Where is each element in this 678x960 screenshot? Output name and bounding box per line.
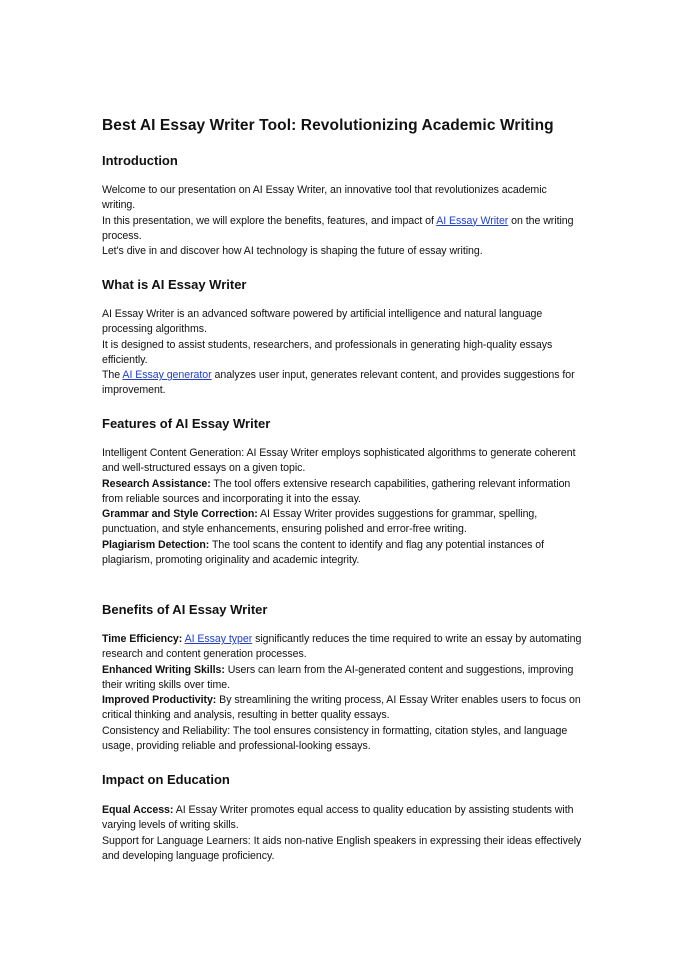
paragraph <box>102 663 582 694</box>
paragraph <box>102 477 582 508</box>
paragraph <box>102 368 582 399</box>
text: The tool offers extensive research capabilities, gathering relevant information from reliable sources and incorporating it into the essay. <box>102 477 571 505</box>
text: The <box>102 369 123 382</box>
text: AI Essay Writer promotes equal access to quality education by assisting students with varying levels of writing skills. <box>102 804 574 832</box>
text: By streamlining the writing process, AI Essay Writer enables users to focus on critical thinking and analysis, resulting in better quality essays. <box>102 694 581 722</box>
section-heading-impact: Impact on Education <box>102 772 230 787</box>
text: In this presentation, we will explore the benefits, features, and impact of <box>102 214 437 227</box>
paragraph <box>102 632 582 663</box>
text: analyzes user input, generates relevant content, and provides suggestions for improvement. <box>102 369 575 397</box>
text: AI Essay Writer provides suggestions for grammar, spelling, punctuation, and style enhancements, ensuring polished and error-free writing. <box>102 508 538 536</box>
paragraph: Welcome to our presentation on AI Essay Writer, an innovative tool that revolutionizes academic writing. <box>102 184 547 212</box>
label: Time Efficiency: <box>102 633 183 645</box>
label: Plagiarism Detection: <box>102 538 210 551</box>
ai-essay-generator-link[interactable]: AI Essay generator <box>122 369 212 382</box>
paragraph <box>102 538 582 569</box>
label: Grammar and Style Correction: <box>102 508 258 521</box>
text: Users can learn from the AI-generated content and suggestions, improving their writing skills over time. <box>102 663 574 691</box>
benefits-body <box>102 632 582 754</box>
paragraph: Let's dive in and discover how AI technology is shaping the future of essay writing. <box>102 245 483 258</box>
paragraph <box>102 693 582 724</box>
impact-body <box>102 803 582 864</box>
paragraph: AI Essay Writer is an advanced software powered by artificial intelligence and natural language processing algorithms. <box>102 308 543 336</box>
section-heading-benefits: Benefits of AI Essay Writer <box>102 602 268 617</box>
text: The tool scans the content to identify and flag any potential instances of plagiarism, promoting originality and academic integrity. <box>102 538 544 567</box>
ai-essay-writer-link[interactable]: AI Essay Writer <box>436 214 509 227</box>
label: Research Assistance: <box>102 477 211 490</box>
section-heading-what-is: What is AI Essay Writer <box>102 277 247 292</box>
features-body <box>102 446 582 568</box>
paragraph: Intelligent Content Generation: AI Essay Writer employs sophisticated algorithms to generate coherent and well-structured essays on a given topic. <box>102 447 576 475</box>
label: Improved Productivity: <box>102 694 217 707</box>
label: Equal Access: <box>102 804 174 816</box>
paragraph: Consistency and Reliability: The tool ensures consistency in formatting, citation styles, and language usage, providing reliable and professional-looking essays. <box>102 724 568 753</box>
text: on the writing process. <box>102 214 574 242</box>
section-heading-introduction: Introduction <box>102 153 178 168</box>
label: Enhanced Writing Skills: <box>102 663 225 676</box>
text: significantly reduces the time required to write an essay by automating research and content generation processes. <box>102 633 582 661</box>
paragraph <box>102 803 582 834</box>
paragraph <box>102 214 582 245</box>
paragraph: It is designed to assist students, researchers, and professionals in generating high-quality essays efficiently. <box>102 338 553 366</box>
introduction-body <box>102 183 582 259</box>
paragraph: Support for Language Learners: It aids non-native English speakers in expressing their ideas effectively and developing language proficiency. <box>102 834 582 862</box>
what-is-body <box>102 307 582 399</box>
ai-essay-typer-link[interactable]: AI Essay typer <box>184 633 253 645</box>
paragraph <box>102 507 582 538</box>
section-heading-features: Features of AI Essay Writer <box>102 416 271 431</box>
page-title: Best AI Essay Writer Tool: Revolutionizing Academic Writing <box>102 117 554 134</box>
